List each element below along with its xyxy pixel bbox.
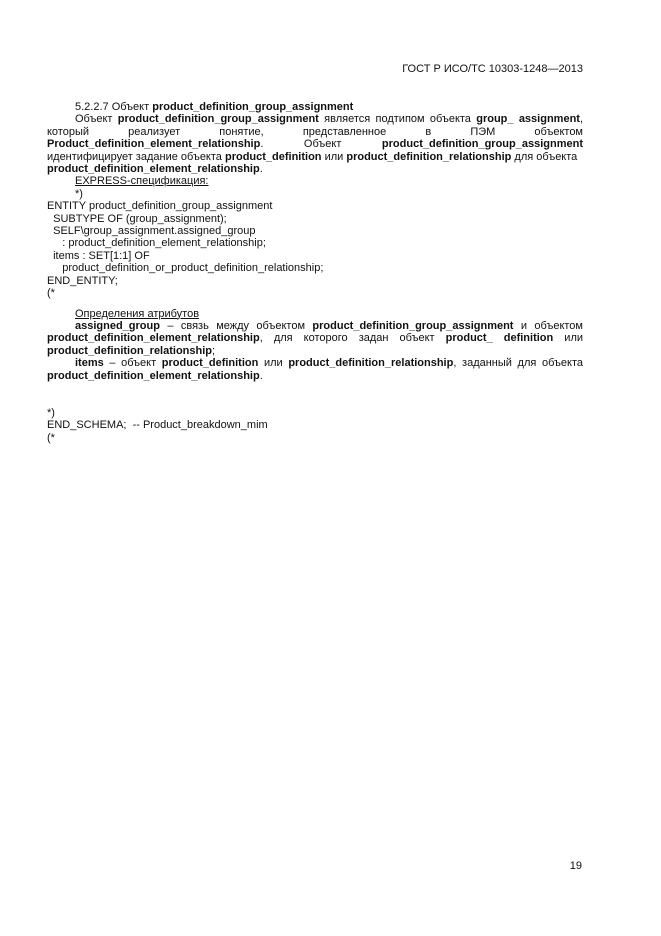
attr-entity: product_ definition: [445, 332, 554, 345]
desc-text: . Объект: [260, 138, 382, 151]
attribute-line-5: [47, 370, 583, 382]
desc-text: ,: [579, 113, 584, 126]
description-line-2: который реализует понятие, представленное в ПЭМ объектом: [47, 125, 583, 138]
code-line: END_SCHEMA; -- Product_breakdown_mim: [47, 419, 268, 432]
desc-entity: Product_definition_element_relationship: [47, 138, 261, 151]
code-line: ENTITY product_definition_group_assignment: [47, 200, 273, 213]
desc-text: является подтипом объекта: [318, 113, 477, 126]
code-line: (*: [47, 287, 55, 300]
attributes-label: [47, 308, 583, 320]
express-code-block: [47, 188, 583, 300]
attributes-label-text: Определения атрибутов: [75, 307, 200, 320]
attr-entity: product_definition_relationship: [288, 357, 454, 370]
desc-entity: product_definition_group_assignment: [117, 113, 319, 126]
description-line-5: [47, 163, 583, 175]
desc-entity: product_definition_element_relationship: [47, 163, 260, 176]
desc-text: или: [321, 150, 347, 163]
attr-entity: product_definition_element_relationship: [47, 332, 260, 345]
code-line: product_definition_or_product_definition_relationship;: [47, 262, 324, 275]
attr-entity: product_definition_element_relationship: [47, 369, 260, 382]
code-line: *): [75, 187, 83, 200]
attr-text: или: [258, 357, 289, 370]
attr-entity: product_definition_relationship: [47, 344, 213, 357]
attr-text: и объектом: [513, 319, 583, 332]
code-line: (*: [47, 431, 55, 444]
desc-entity: group_ assignment: [476, 113, 580, 126]
description-line-1: [47, 113, 583, 125]
attr-text: или: [553, 332, 584, 345]
description-line-4: [47, 151, 583, 163]
page-content: [47, 101, 583, 444]
desc-text: для объекта: [511, 150, 578, 163]
page-number: 19: [569, 860, 582, 872]
code-line: SUBTYPE OF (group_assignment);: [47, 212, 227, 225]
code-line: SELF\group_assignment.assigned_group: [47, 225, 256, 238]
code-line: END_ENTITY;: [47, 274, 118, 287]
section-number-title: 5.2.2.7 Объект: [75, 101, 153, 113]
attr-text: – объект: [103, 357, 162, 370]
attr-entity: product_definition: [161, 357, 259, 370]
attr-text: .: [259, 369, 263, 382]
schema-end-block: [47, 407, 583, 444]
description-line-3: [47, 138, 583, 150]
code-line: : product_definition_element_relationship;: [47, 237, 266, 250]
attribute-name: assigned_group: [75, 319, 160, 332]
express-label-text: EXPRESS-спецификация:: [75, 175, 209, 188]
section-entity-name: product_definition_group_assignment: [152, 101, 354, 113]
attribute-line-1: [47, 320, 583, 332]
attr-text: , заданный для объекта: [453, 357, 584, 370]
desc-text: идентифицирует задание объекта: [47, 150, 225, 163]
code-line: *): [47, 406, 55, 419]
standard-header: ГОСТ Р ИСО/ТС 10303-1248—2013: [402, 63, 583, 75]
desc-text: .: [259, 163, 263, 176]
attribute-name: items: [75, 357, 104, 370]
desc-text: Объект: [75, 113, 118, 126]
section-heading: [47, 101, 583, 113]
express-label: [47, 175, 583, 187]
attribute-line-3: [47, 345, 583, 357]
desc-entity: product_definition_group_assignment: [381, 138, 583, 151]
attr-text: , для которого задан объект: [259, 332, 446, 345]
attr-text: – связь между объектом: [159, 319, 313, 332]
spacer: [47, 300, 583, 308]
attribute-line-2: [47, 332, 583, 344]
attr-entity: product_definition_group_assignment: [312, 319, 514, 332]
spacer: [47, 382, 583, 407]
attribute-line-4: [47, 357, 583, 369]
code-line: items : SET[1:1] OF: [47, 249, 150, 262]
desc-entity: product_definition: [224, 150, 322, 163]
attr-text: ;: [212, 344, 216, 357]
desc-entity: product_definition_relationship: [346, 150, 512, 163]
